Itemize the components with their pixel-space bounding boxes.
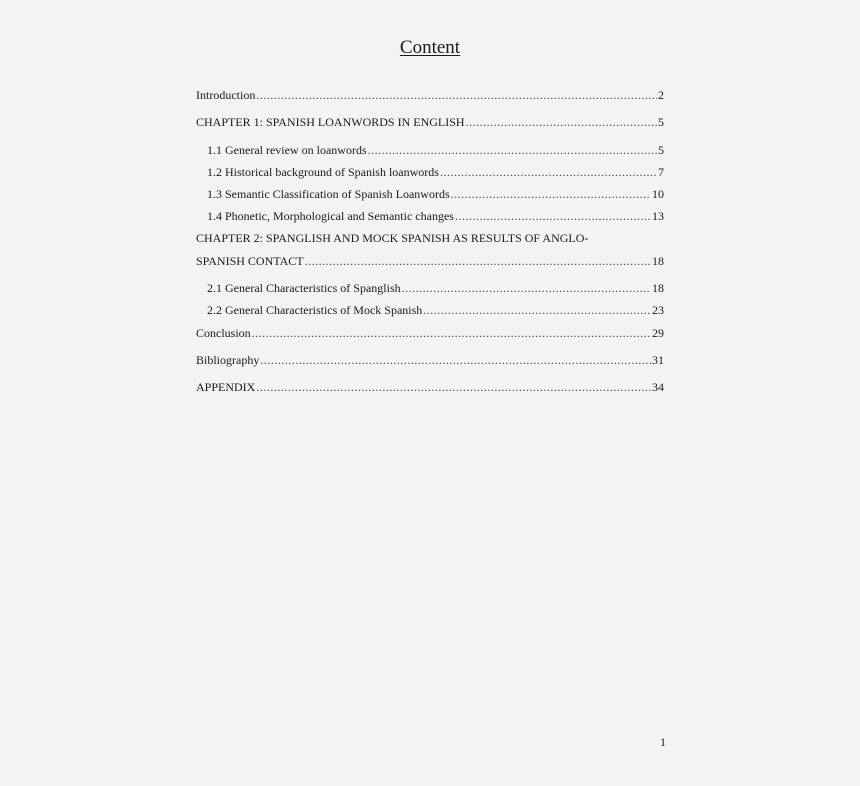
toc-label: Introduction [196,88,256,102]
toc-leader-dots [305,253,651,269]
toc-entry-section-1-3 [207,186,664,202]
toc-label: SPANISH CONTACT [196,254,304,268]
toc-label: 1.4 Phonetic, Morphological and Semantic changes [207,209,454,223]
toc-page-number: 13 [652,209,664,223]
toc-leader-dots [402,280,651,296]
toc-page-number: 23 [652,303,664,317]
toc-entry-section-1-4 [207,208,664,224]
toc-page-number: 5 [658,143,664,157]
toc-entry-introduction [196,87,664,103]
toc-page-number: 7 [658,165,664,179]
toc-entry-appendix [196,379,664,395]
toc-leader-dots [466,114,657,130]
toc-leader-dots [260,352,651,368]
toc-page-number: 18 [652,281,664,295]
toc-leader-dots [455,208,651,224]
toc-entry-bibliography [196,352,664,368]
toc-entry-section-2-1 [207,280,664,296]
toc-page-number: 31 [652,353,664,367]
toc-entry-chapter-2 [196,253,664,269]
page-footer-number: 1 [660,735,666,749]
toc-entry-chapter-1 [196,114,664,130]
toc-leader-dots [451,186,651,202]
toc-page-number: 29 [652,326,664,340]
toc-page-number: 18 [652,254,664,268]
toc-leader-dots [440,164,657,180]
toc-entry-section-1-1 [207,142,664,158]
toc-label: Conclusion [196,326,251,340]
toc-leader-dots [256,379,651,395]
toc-label: 2.2 General Characteristics of Mock Spanish [207,303,423,317]
toc-page-number: 10 [652,187,664,201]
toc-label: 2.1 General Characteristics of Spanglish [207,281,401,295]
toc-label: 1.2 Historical background of Spanish loanwords [207,165,439,179]
toc-entry-chapter-2-line-1: CHAPTER 2: SPANGLISH AND MOCK SPANISH AS RESULTS OF ANGLO- [196,231,589,245]
toc-leader-dots [256,87,657,103]
toc-label: APPENDIX [196,380,256,394]
toc-label: Bibliography [196,353,260,367]
toc-entry-conclusion [196,325,664,341]
toc-entry-section-2-2 [207,302,664,318]
toc-leader-dots [252,325,651,341]
toc-leader-dots [368,142,657,158]
toc-label: 1.3 Semantic Classification of Spanish Loanwords [207,187,450,201]
toc-label: CHAPTER 1: SPANISH LOANWORDS IN ENGLISH [196,115,465,129]
toc-leader-dots [423,302,651,318]
toc-page-number: 2 [658,88,664,102]
toc-label: 1.1 General review on loanwords [207,143,367,157]
toc-entry-section-1-2 [207,164,664,180]
toc-page-number: 34 [652,380,664,394]
toc-page-number: 5 [658,115,664,129]
page-title: Content [399,37,461,58]
